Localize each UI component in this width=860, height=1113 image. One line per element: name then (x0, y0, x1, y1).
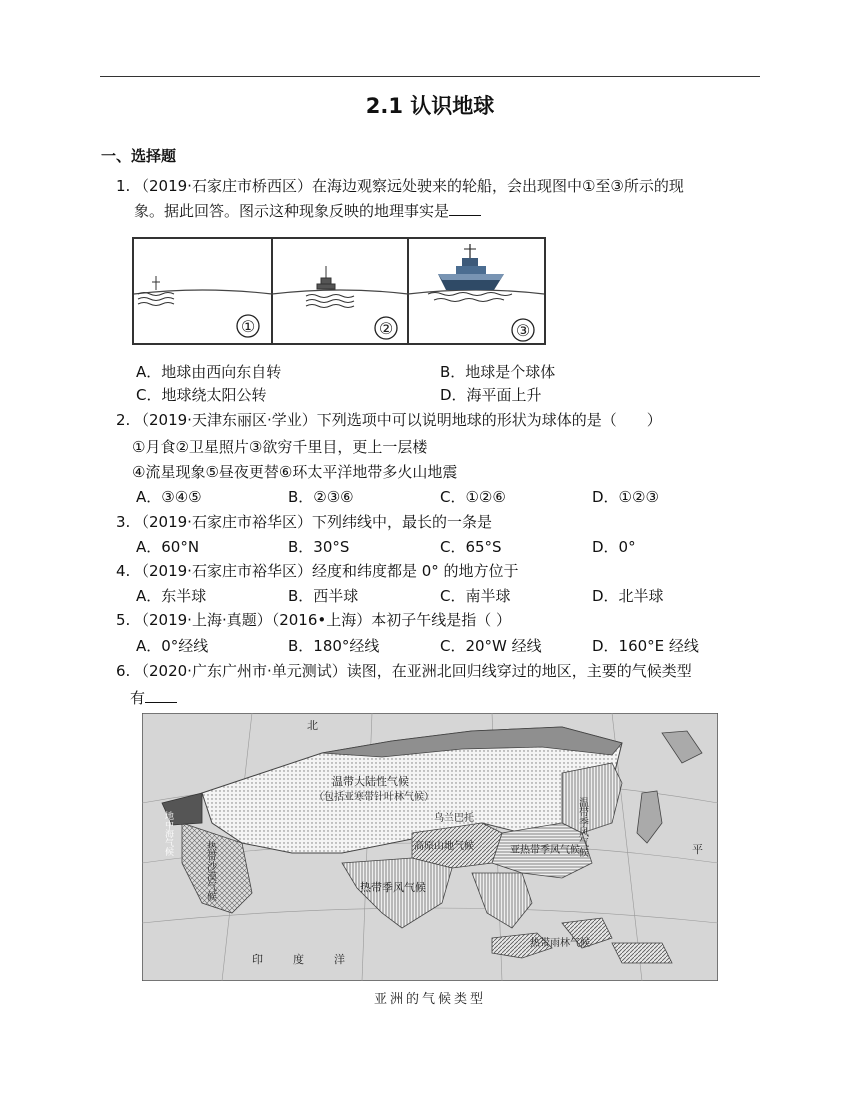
q1-number: 1. (116, 177, 131, 195)
q2-stem-line2: ①月食②卫星照片③欲穷千里目，更上一层楼 (132, 438, 428, 456)
section-heading: 一、选择题 (101, 147, 177, 165)
map-label-lake: 乌兰巴托 (434, 813, 474, 824)
q3-option-c[interactable]: C．65°S (440, 538, 502, 556)
q2-number: 2. (116, 411, 131, 429)
q4-option-d[interactable]: D．北半球 (592, 587, 664, 605)
q3-number: 3. (116, 513, 131, 531)
q1-stem-line2 (134, 201, 481, 221)
map-label-tropical-rainforest: 热带雨林气候 (530, 938, 590, 949)
q3-option-b[interactable]: B．30°S (288, 538, 350, 556)
map-label-subtropical-monsoon: 亚热带季风气候 (510, 845, 580, 856)
map-caption: 亚洲的气候类型 (373, 992, 486, 1007)
q4-option-a[interactable]: A．东半球 (136, 587, 207, 605)
q2-stem-line3: ④流星现象⑤昼夜更替⑥环太平洋地带多火山地震 (132, 463, 458, 481)
map-label-temperate-continental-sub: （包括亚寒带针叶林气候） (314, 792, 434, 803)
ship-figure (132, 236, 546, 346)
q2-stem-line1: （2019·天津东丽区·学业）下列选项中可以说明地球的形状为球体的是（ ） (134, 411, 662, 429)
q5-option-d[interactable]: D．160°E 经线 (592, 637, 699, 655)
q1-answer-blank (449, 201, 481, 216)
q6-stem-line1: （2020·广东广州市·单元测试）读图，在亚洲北回归线穿过的地区，主要的气候类型 (134, 662, 692, 680)
q5-number: 5. (116, 611, 131, 629)
q1-stem-text: 象。据此回答。图示这种现象反映的地理事实是 (134, 202, 450, 220)
map-label-temperate-continental: 温带大陆性气候 (332, 775, 409, 788)
header-rule (100, 76, 760, 77)
map-label-highland: 高原山地气候 (414, 841, 474, 852)
map-label-tropical-monsoon: 热带季风气候 (360, 881, 426, 894)
q6-number: 6. (116, 662, 131, 680)
q1-option-c[interactable]: C．地球绕太阳公转 (136, 386, 267, 404)
page-title: 2.1 认识地球 (365, 94, 495, 118)
map-label-north: 北 (307, 719, 318, 732)
q1-option-b[interactable]: B．地球是个球体 (440, 363, 556, 381)
q5-option-a[interactable]: A．0°经线 (136, 637, 209, 655)
q6-answer-blank (145, 688, 177, 703)
q3-stem: （2019·石家庄市裕华区）下列纬线中，最长的一条是 (134, 513, 492, 531)
q5-option-c[interactable]: C．20°W 经线 (440, 637, 542, 655)
map-label-indian-ocean: 印度洋 (252, 953, 375, 966)
q3-option-d[interactable]: D．0° (592, 538, 636, 556)
panel-label-3: ③ (515, 321, 531, 340)
q2-option-c[interactable]: C．①②⑥ (440, 488, 506, 506)
q2-option-b[interactable]: B．②③⑥ (288, 488, 354, 506)
map-label-tropical-desert: 热带沙漠气候 (204, 841, 216, 901)
asia-climate-map (142, 713, 718, 981)
q5-option-b[interactable]: B．180°经线 (288, 637, 380, 655)
q1-option-d[interactable]: D．海平面上升 (440, 386, 542, 404)
q6-stem-line2 (130, 688, 177, 708)
map-label-temperate-monsoon: 温带季风气候 (576, 797, 588, 857)
q5-stem: （2019·上海·真题）（2016•上海）本初子午线是指（ ） (134, 611, 512, 629)
map-label-mediterranean: 地中海气候 (163, 811, 173, 856)
q4-option-c[interactable]: C．南半球 (440, 587, 511, 605)
q2-option-d[interactable]: D．①②③ (592, 488, 659, 506)
q4-number: 4. (116, 562, 131, 580)
map-label-pacific: 平 (692, 843, 703, 856)
q6-stem-text: 有 (130, 689, 146, 707)
panel-label-2: ② (378, 319, 394, 338)
q4-option-b[interactable]: B．西半球 (288, 587, 359, 605)
panel-label-1: ① (240, 317, 256, 336)
q1-option-a[interactable]: A．地球由西向东自转 (136, 363, 282, 381)
q4-stem: （2019·石家庄市裕华区）经度和纬度都是 0° 的地方位于 (134, 562, 519, 580)
q3-option-a[interactable]: A．60°N (136, 538, 200, 556)
q1-stem-line1: （2019·石家庄市桥西区）在海边观察远处驶来的轮船，会出现图中①至③所示的现 (134, 177, 684, 195)
q2-option-a[interactable]: A．③④⑤ (136, 488, 202, 506)
